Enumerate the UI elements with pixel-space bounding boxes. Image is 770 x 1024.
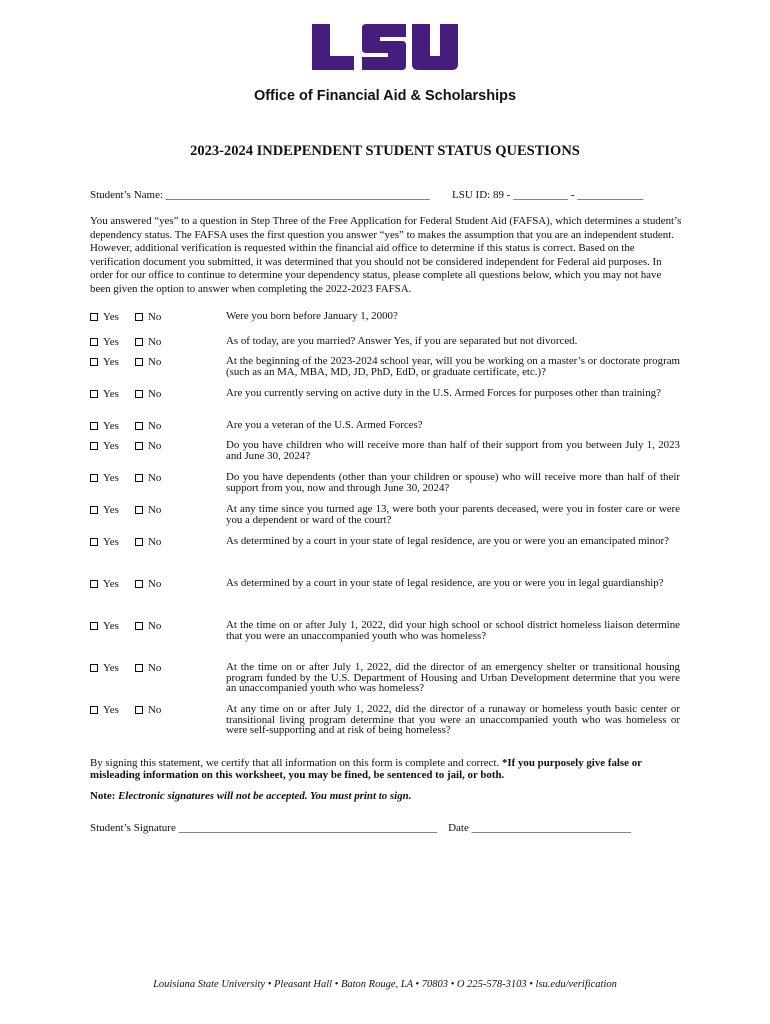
no-checkbox[interactable] xyxy=(135,474,143,482)
yes-label: Yes xyxy=(103,620,119,632)
no-label: No xyxy=(148,662,162,674)
no-checkbox[interactable] xyxy=(135,338,143,346)
no-checkbox[interactable] xyxy=(135,622,143,630)
question-text: Do you have dependents (other than your children or spouse) who will receive more than half of their support from you, now and through June 30, 2024? xyxy=(226,471,680,494)
yes-checkbox[interactable] xyxy=(90,313,98,321)
question-text: Are you currently serving on active duty in the U.S. Armed Forces for purposes other than training? xyxy=(226,387,661,399)
yes-option[interactable] xyxy=(90,620,119,632)
yes-option[interactable] xyxy=(90,388,119,400)
lsu-id-label: LSU ID: xyxy=(452,189,491,201)
question-text: At the time on or after July 1, 2022, did your high school or school district homeless liaison determine that you were an unaccompanied youth who was homeless? xyxy=(226,619,680,642)
yes-label: Yes xyxy=(103,388,119,400)
note-label: Note: xyxy=(90,790,116,802)
yes-option[interactable] xyxy=(90,472,119,484)
student-name-line: ________________________________________________ xyxy=(165,189,430,201)
lsu-id-field[interactable] xyxy=(452,189,643,201)
question-text: As determined by a court in your state of legal residence, are you or were you in legal guardianship? xyxy=(226,577,664,589)
question-text: Are you a veteran of the U.S. Armed Forces? xyxy=(226,419,423,431)
yes-label: Yes xyxy=(103,662,119,674)
certification-plain: By signing this statement, we certify that all information on this form is complete and correct. xyxy=(90,757,502,769)
yes-label: Yes xyxy=(103,704,119,716)
question-text: At the beginning of the 2023-2024 school year, will you be working on a master’s or doctorate program (such as an MA, MBA, MD, JD, PhD, EdD, or graduate certificate, etc.)? xyxy=(226,355,680,378)
yes-checkbox[interactable] xyxy=(90,390,98,398)
no-option[interactable] xyxy=(135,440,161,452)
yes-option[interactable] xyxy=(90,420,119,432)
question-text: At any time on or after July 1, 2022, did the director of a runaway or homeless youth basic center or transitional living program determine that you were an unaccompanied youth who was homeless or were self-supporting and at risk of being homeless? xyxy=(226,703,680,736)
signature-label: Student’s Signature xyxy=(90,822,176,834)
footer-address: Louisiana State University • Pleasant Hall • Baton Rouge, LA • 70803 • O 225-578-3103 • lsu.edu/verification xyxy=(153,979,617,990)
no-checkbox[interactable] xyxy=(135,442,143,450)
signature-note xyxy=(90,790,411,802)
no-checkbox[interactable] xyxy=(135,664,143,672)
no-label: No xyxy=(148,536,162,548)
no-checkbox[interactable] xyxy=(135,706,143,714)
yes-label: Yes xyxy=(103,472,119,484)
no-option[interactable] xyxy=(135,578,161,590)
no-label: No xyxy=(148,420,162,432)
no-checkbox[interactable] xyxy=(135,506,143,514)
question-text: As determined by a court in your state of legal residence, are you or were you an emancipated minor? xyxy=(226,535,670,547)
yes-checkbox[interactable] xyxy=(90,506,98,514)
yes-label: Yes xyxy=(103,420,119,432)
yes-option[interactable] xyxy=(90,578,119,590)
note-text: Electronic signatures will not be accepted. You must print to sign. xyxy=(118,790,412,802)
yes-checkbox[interactable] xyxy=(90,664,98,672)
yes-label: Yes xyxy=(103,311,119,323)
no-option[interactable] xyxy=(135,504,161,516)
no-checkbox[interactable] xyxy=(135,580,143,588)
no-label: No xyxy=(148,620,162,632)
no-option[interactable] xyxy=(135,536,161,548)
yes-label: Yes xyxy=(103,504,119,516)
no-option[interactable] xyxy=(135,311,161,323)
yes-option[interactable] xyxy=(90,704,119,716)
question-text: At any time since you turned age 13, were both your parents deceased, were you in foster care or were you a dependent or ward of the court? xyxy=(226,503,680,526)
yes-option[interactable] xyxy=(90,504,119,516)
student-name-field[interactable] xyxy=(90,189,430,201)
form-title: 2023-2024 INDEPENDENT STUDENT STATUS QUESTIONS xyxy=(190,143,580,159)
question-text: As of today, are you married? Answer Yes, if you are separated but not divorced. xyxy=(226,335,578,347)
office-name: Office of Financial Aid & Scholarships xyxy=(253,88,517,104)
no-label: No xyxy=(148,704,162,716)
no-option[interactable] xyxy=(135,388,161,400)
yes-label: Yes xyxy=(103,356,119,368)
certification-statement xyxy=(90,757,682,781)
student-name-label: Student’s Name: xyxy=(90,189,164,201)
question-text: Do you have children who will receive more than half of their support from you between July 1, 2023 and June 30, 2024? xyxy=(226,439,680,462)
no-option[interactable] xyxy=(135,336,161,348)
no-label: No xyxy=(148,504,162,516)
yes-checkbox[interactable] xyxy=(90,538,98,546)
no-label: No xyxy=(148,311,162,323)
yes-label: Yes xyxy=(103,336,119,348)
no-label: No xyxy=(148,388,162,400)
no-option[interactable] xyxy=(135,420,161,432)
signature-row xyxy=(90,822,631,834)
question-text: At the time on or after July 1, 2022, did the director of an emergency shelter or transitional housing program funded by the U.S. Department of Housing and Urban Development determine that you were an unaccompanied youth who was homeless? xyxy=(226,661,680,694)
no-label: No xyxy=(148,440,162,452)
yes-option[interactable] xyxy=(90,662,119,674)
no-option[interactable] xyxy=(135,704,161,716)
no-option[interactable] xyxy=(135,662,161,674)
yes-checkbox[interactable] xyxy=(90,474,98,482)
yes-option[interactable] xyxy=(90,440,119,452)
yes-label: Yes xyxy=(103,536,119,548)
no-option[interactable] xyxy=(135,620,161,632)
yes-checkbox[interactable] xyxy=(90,580,98,588)
yes-checkbox[interactable] xyxy=(90,422,98,430)
no-checkbox[interactable] xyxy=(135,538,143,546)
intro-paragraph: You answered “yes” to a question in Step Three of the Free Application for Federal Student Aid (FAFSA), which determines a student’s dependency status. The FAFSA uses the first question you answer “yes” to makes the assumption that you are an independent student. However, additional verification is requested within the financial aid office to determine if this status is correct. Based on the verification document you submitted, it was determined that you should not be considered independent for Federal aid purposes. In order for our office to continue to determine your dependency status, please complete all questions below, which you may not have been given the option to answer when completing the 2022-2023 FAFSA. xyxy=(90,215,682,295)
lsu-id-value: 89 - __________ - ____________ xyxy=(492,189,644,201)
yes-option[interactable] xyxy=(90,536,119,548)
no-option[interactable] xyxy=(135,472,161,484)
yes-option[interactable] xyxy=(90,356,119,368)
yes-option[interactable] xyxy=(90,336,119,348)
yes-checkbox[interactable] xyxy=(90,338,98,346)
date-line[interactable]: _____________________________ xyxy=(471,822,632,834)
yes-label: Yes xyxy=(103,440,119,452)
no-checkbox[interactable] xyxy=(135,313,143,321)
yes-checkbox[interactable] xyxy=(90,358,98,366)
certification-warning: *If you purposely give false or misleading information on this worksheet, you may be fined, be sentenced to jail, or both. xyxy=(90,757,642,781)
signature-line[interactable]: _______________________________________________ xyxy=(178,822,438,834)
no-checkbox[interactable] xyxy=(135,390,143,398)
yes-label: Yes xyxy=(103,578,119,590)
no-checkbox[interactable] xyxy=(135,358,143,366)
no-label: No xyxy=(148,356,162,368)
yes-checkbox[interactable] xyxy=(90,622,98,630)
yes-checkbox[interactable] xyxy=(90,706,98,714)
yes-checkbox[interactable] xyxy=(90,442,98,450)
no-option[interactable] xyxy=(135,356,161,368)
no-checkbox[interactable] xyxy=(135,422,143,430)
yes-option[interactable] xyxy=(90,311,119,323)
no-label: No xyxy=(148,472,162,484)
no-label: No xyxy=(148,336,162,348)
no-label: No xyxy=(148,578,162,590)
lsu-logo xyxy=(308,22,460,72)
question-text: Were you born before January 1, 2000? xyxy=(226,310,398,322)
date-label: Date xyxy=(448,822,469,834)
